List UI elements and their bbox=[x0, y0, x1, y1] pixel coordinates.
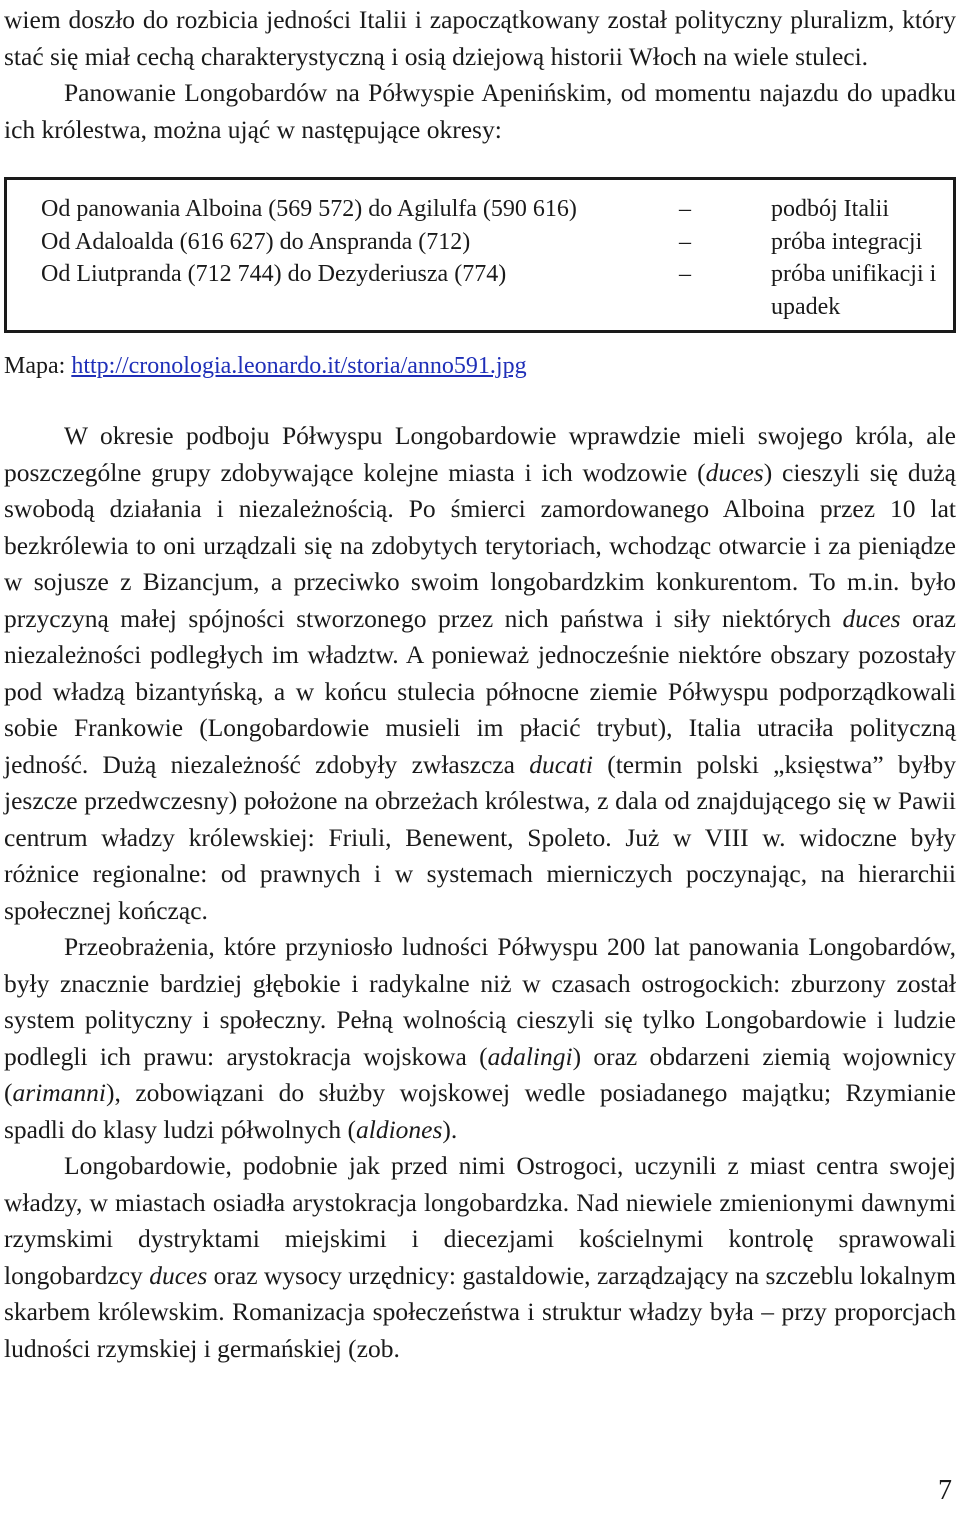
text-run: ), zobowiązani do służby wojskowej wedle posiadanego majątku; Rzymianie spadli do klasy ludzi półwolnych ( bbox=[4, 1078, 956, 1144]
period-row bbox=[41, 258, 953, 323]
period-row bbox=[41, 193, 953, 226]
term-arimanni: arimanni bbox=[12, 1078, 107, 1107]
text-run: ) cieszyli się dużą swobodą działania i niezależnością. Po śmierci zamordowanego Alboina przez 10 lat bezkrólewia to oni urządzali się na zdobytych terytoriach, wchodząc otwarcie i za pieniądze w sojusze z Bizancjum, a przeciwko swoim longobardzkim konkurentom. To m.in. było przyczyną małej spójności stworzonego przez nich państwa i siły niektórych bbox=[4, 457, 956, 633]
text-run: ) oraz obdarzeni ziemią wojownicy ( bbox=[4, 1041, 956, 1107]
body-paragraph-cities bbox=[4, 1148, 956, 1367]
period-dash: – bbox=[679, 261, 691, 287]
term-duces: duces bbox=[842, 603, 901, 633]
period-row bbox=[41, 226, 953, 259]
text-run: oraz niezależności podległych im władztw. A ponieważ jednocześnie niektóre obszary pozostały pod władzą bizantyńską, a w końcu stulecia północne ziemie Półwyspu podporządkowali sobie Frankowie (Longobardowie musieli im płacić trybut), Italia utraciła polityczną jedność. Dużą niezależność zdobyły zwłaszcza bbox=[4, 603, 956, 779]
text-run: Longobardowie, podobnie jak przed nimi Ostrogoci, uczynili z miast centra swojej władzy, w miastach osiadła arystokracja longobardzka. Nad niewiele zmienionymi dawnymi rzymskimi dystryktami miejskimi i diecezjami kościelnymi kontrolę sprawowali longobardzcy bbox=[4, 1151, 956, 1290]
text-run: W okresie podboju Półwyspu Longobardowie wprawdzie mieli swojego króla, ale poszczególne grupy zdobywające kolejne miasta i ich wodzowie ( bbox=[4, 421, 956, 487]
period-dash: – bbox=[679, 196, 691, 222]
term-duces: duces bbox=[705, 457, 764, 487]
period-description: próba unifikacji i upadek bbox=[771, 261, 937, 320]
term-aldiones: aldiones bbox=[356, 1114, 443, 1144]
text-run: oraz wysocy urzędnicy: gastaldowie, zarządzający na szczeblu lokalnym skarbem królewskim. Romanizacja społeczeństwa i struktur władzy była – przy proporcjach ludności rzymskiej i germańskiej (zob. bbox=[4, 1260, 956, 1363]
term-duces: duces bbox=[149, 1260, 208, 1290]
intro-paragraph-continuation: wiem doszło do rozbicia jedności Italii i zapoczątkowany został polityczny pluralizm, który stać się miał cechą charakterystyczną i osią dziejową historii Włoch na wiele stuleci. bbox=[4, 5, 956, 71]
intro-paragraph-periods: Panowanie Longobardów na Półwyspie Apenińskim, od momentu najazdu do upadku ich królestwa, można ująć w następujące okresy: bbox=[4, 78, 956, 144]
period-description: próba integracji bbox=[771, 228, 923, 255]
term-ducati: ducati bbox=[529, 749, 593, 779]
text-run: Przeobrażenia, które przyniosło ludności Półwyspu 200 lat panowania Longobardów, były znacznie bardziej głębokie i radykalne niż w czasach ostrogockich: zburzony został system polityczny i społeczny. Pełną wolnością cieszyli się tylko Longobardowie i ludzie podlegli ich prawu: arystokracja wojskowa ( bbox=[4, 932, 956, 1071]
body-paragraph-conquest bbox=[4, 418, 956, 929]
period-rulers: Od panowania Alboina (569 572) do Agilulfa (590 616) bbox=[41, 196, 577, 222]
map-reference bbox=[4, 349, 956, 383]
text-run: ). bbox=[442, 1114, 458, 1144]
period-rulers: Od Liutpranda (712 744) do Dezyderiusza (774) bbox=[41, 261, 507, 287]
text-run: (termin polski „księstwa” byłby jeszcze przedwczesny) położone na obrzeżach królestwa, z dala od znajdującego się w Pawii centrum władzy królewskiej: Friuli, Benewent, Spoleto. Już w VIII w. widoczne były różnice regionalne: od prawnych i w systemach mierniczych poczynając, na hierarchii społecznej kończąc. bbox=[4, 749, 956, 925]
document-page bbox=[4, 0, 956, 1367]
map-label: Mapa: bbox=[4, 353, 66, 379]
page-number: 7 bbox=[938, 1475, 952, 1506]
map-link[interactable]: http://cronologia.leonardo.it/storia/anno591.jpg bbox=[71, 353, 527, 379]
period-dash: – bbox=[679, 228, 691, 255]
body-paragraph-transformations bbox=[4, 929, 956, 1148]
period-description: podbój Italii bbox=[771, 196, 889, 222]
period-rulers: Od Adaloalda (616 627) do Anspranda (712) bbox=[41, 228, 471, 255]
term-adalingi: adalingi bbox=[487, 1041, 573, 1071]
periods-box bbox=[4, 177, 956, 333]
